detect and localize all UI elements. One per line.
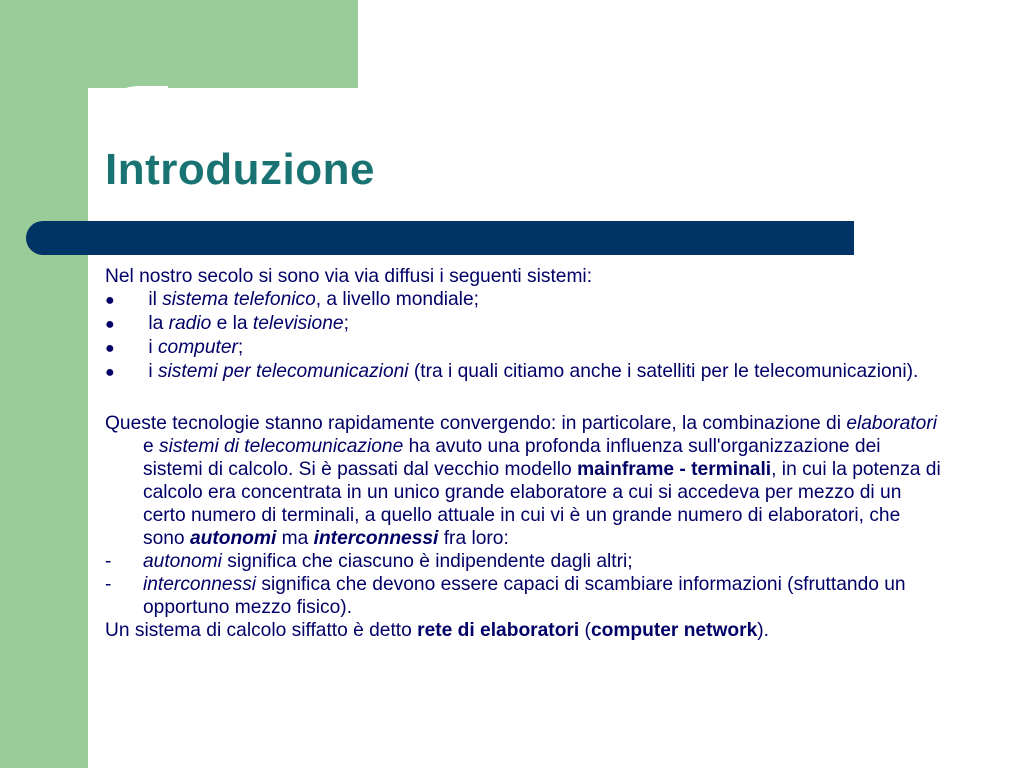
bullet-item: ● la radio e la televisione; xyxy=(105,313,349,334)
bullet-icon: ● xyxy=(105,364,115,381)
decorative-green-block xyxy=(88,0,358,88)
conclusion-line: Un sistema di calcolo siffatto è detto rete di elaboratori (computer network). xyxy=(105,620,770,641)
bullet-item: ● il sistema telefonico, a livello mondiale; xyxy=(105,289,479,310)
dash-marker: - xyxy=(105,551,112,572)
convergence-paragraph: Queste tecnologie stanno rapidamente convergendo: in particolare, la combinazione di elaboratori e sistemi di telecomunicazione ha avuto una profonda influenza sull'organizzazione dei sistemi di calcolo. Si è passati dal vecchio modello mainframe - terminali, in cui la potenza di calcolo era concentrata in un unico grande elaboratore a cui si accedeva per mezzo di un certo numero di terminali, a quello attuale in cui vi è un grande numero di elaboratori, che sono autonomi ma interconnessi fra loro: xyxy=(105,413,941,549)
dash-marker: - xyxy=(105,574,112,595)
bullet-icon: ● xyxy=(105,292,115,309)
slide-title: Introduzione xyxy=(105,145,375,194)
bullet-icon: ● xyxy=(105,340,115,357)
decorative-green-band xyxy=(0,0,88,768)
bullet-item: ● i computer; xyxy=(105,337,244,358)
slide-body xyxy=(105,265,945,642)
intro-line: Nel nostro secolo si sono via via diffusi i seguenti sistemi: xyxy=(105,266,593,287)
dash-item: - autonomi significa che ciascuno è indipendente dagli altri; xyxy=(105,551,633,572)
bullet-icon: ● xyxy=(105,316,115,333)
decorative-title-bar xyxy=(26,221,854,255)
dash-item: - interconnessi significa che devono essere capaci di scambiare informazioni (sfruttando un opportuno mezzo fisico). xyxy=(105,574,906,618)
bullet-item: ● i sistemi per telecomunicazioni (tra i quali citiamo anche i satelliti per le telecomunicazioni). xyxy=(105,361,919,382)
